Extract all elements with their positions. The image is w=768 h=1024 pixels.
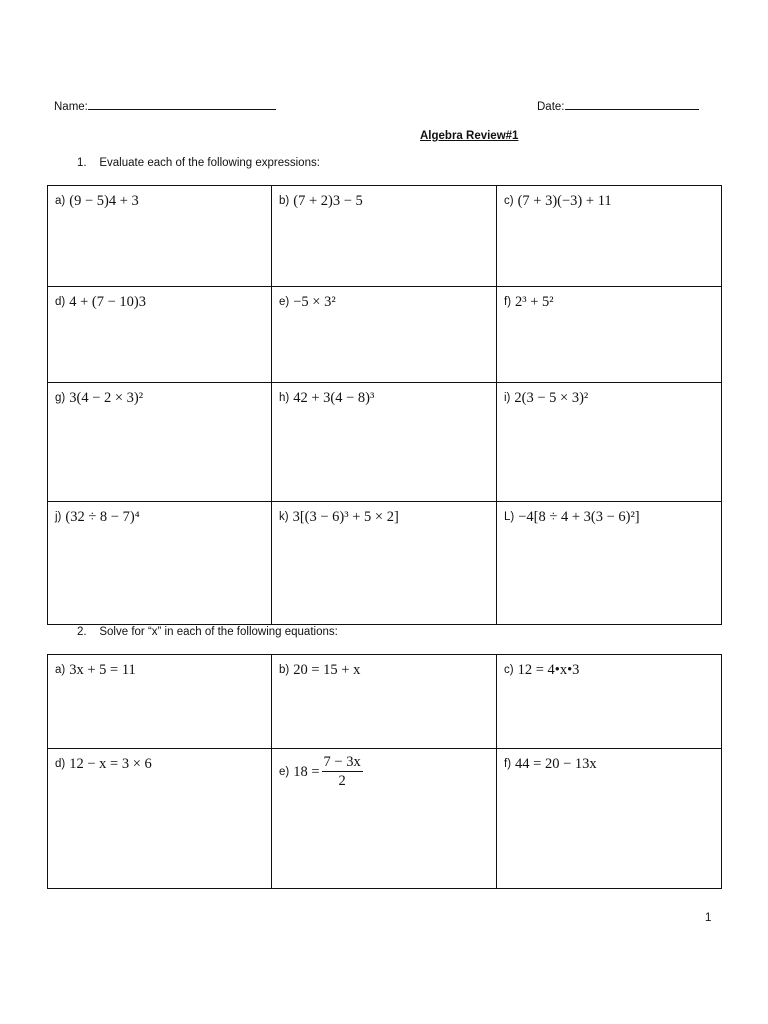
problem-expression: 3(4 − 2 × 3)² — [69, 390, 144, 406]
problem-cell — [272, 186, 497, 287]
fraction-denominator: 2 — [338, 773, 346, 789]
section2-instruction: 2. Solve for “x” in each of the following equations: — [77, 626, 338, 638]
name-field-row — [54, 98, 276, 113]
problem-cell — [48, 749, 272, 889]
problem-expression: (32 ÷ 8 − 7)⁴ — [65, 509, 140, 525]
problem-cell — [48, 502, 272, 625]
problem-expression: 44 = 20 − 13x — [515, 756, 597, 772]
problem-label: g) — [55, 392, 66, 404]
problem-label: h) — [279, 392, 290, 404]
problem-expression: (7 + 2)3 − 5 — [293, 193, 363, 209]
section1-instruction: 1. Evaluate each of the following expressions: — [77, 157, 320, 169]
problem-label: a) — [55, 664, 66, 676]
problem-label: d) — [55, 296, 66, 308]
table-row — [48, 502, 722, 625]
problem-expression: 12 = 4•x•3 — [517, 662, 580, 678]
problem-label: d) — [55, 758, 66, 770]
problem-expression: 2³ + 5² — [515, 294, 554, 310]
name-blank-line — [88, 98, 276, 110]
table-row — [48, 186, 722, 287]
table-row — [48, 383, 722, 502]
evaluate-table — [47, 185, 722, 625]
problem-label: f) — [504, 296, 512, 308]
problem-expression: (9 − 5)4 + 3 — [69, 193, 139, 209]
problem-cell — [497, 655, 722, 749]
fraction-numerator: 7 − 3x — [323, 754, 361, 770]
page-number: 1 — [705, 912, 712, 924]
problem-label: c) — [504, 195, 514, 207]
problem-label: b) — [279, 664, 290, 676]
problem-cell — [272, 287, 497, 383]
problem-label: e) — [279, 296, 290, 308]
problem-expression: −5 × 3² — [293, 294, 336, 310]
table-row — [48, 287, 722, 383]
problem-cell — [497, 749, 722, 889]
problem-label: a) — [55, 195, 66, 207]
fraction — [322, 753, 363, 790]
problem-expression: 18 = — [293, 763, 320, 780]
problem-label: j) — [55, 511, 62, 523]
problem-expression: 2(3 − 5 × 3)² — [514, 390, 589, 406]
page-title: Algebra Review#1 — [420, 130, 519, 142]
problem-label: e) — [279, 765, 290, 778]
problem-cell — [272, 749, 497, 889]
date-field-row — [537, 98, 699, 113]
problem-cell — [497, 502, 722, 625]
problem-label: i) — [504, 392, 511, 404]
problem-label: L) — [504, 511, 515, 523]
problem-label: f) — [504, 758, 512, 770]
problem-label: k) — [279, 511, 289, 523]
problem-label: b) — [279, 195, 290, 207]
problem-cell — [48, 655, 272, 749]
problem-expression: 20 = 15 + x — [293, 662, 361, 678]
solve-table — [47, 654, 722, 889]
problem-cell — [497, 287, 722, 383]
problem-expression: −4[8 ÷ 4 + 3(3 − 6)²] — [518, 509, 640, 525]
problem-expression: (7 + 3)(−3) + 11 — [517, 193, 612, 209]
problem-cell — [272, 383, 497, 502]
problem-cell — [48, 287, 272, 383]
date-label: Date: — [537, 101, 565, 113]
problem-expression: 4 + (7 − 10)3 — [69, 294, 146, 310]
problem-expression: 3[(3 − 6)³ + 5 × 2] — [292, 509, 399, 525]
problem-cell — [272, 502, 497, 625]
table-row — [48, 749, 722, 889]
problem-cell — [497, 186, 722, 287]
problem-cell — [272, 655, 497, 749]
problem-cell — [48, 186, 272, 287]
problem-cell — [48, 383, 272, 502]
problem-label: c) — [504, 664, 514, 676]
name-label: Name: — [54, 101, 88, 113]
problem-expression: 12 − x = 3 × 6 — [69, 756, 152, 772]
date-blank-line — [565, 98, 699, 110]
table-row — [48, 655, 722, 749]
problem-cell — [497, 383, 722, 502]
problem-expression: 42 + 3(4 − 8)³ — [293, 390, 375, 406]
problem-expression: 3x + 5 = 11 — [69, 662, 136, 678]
